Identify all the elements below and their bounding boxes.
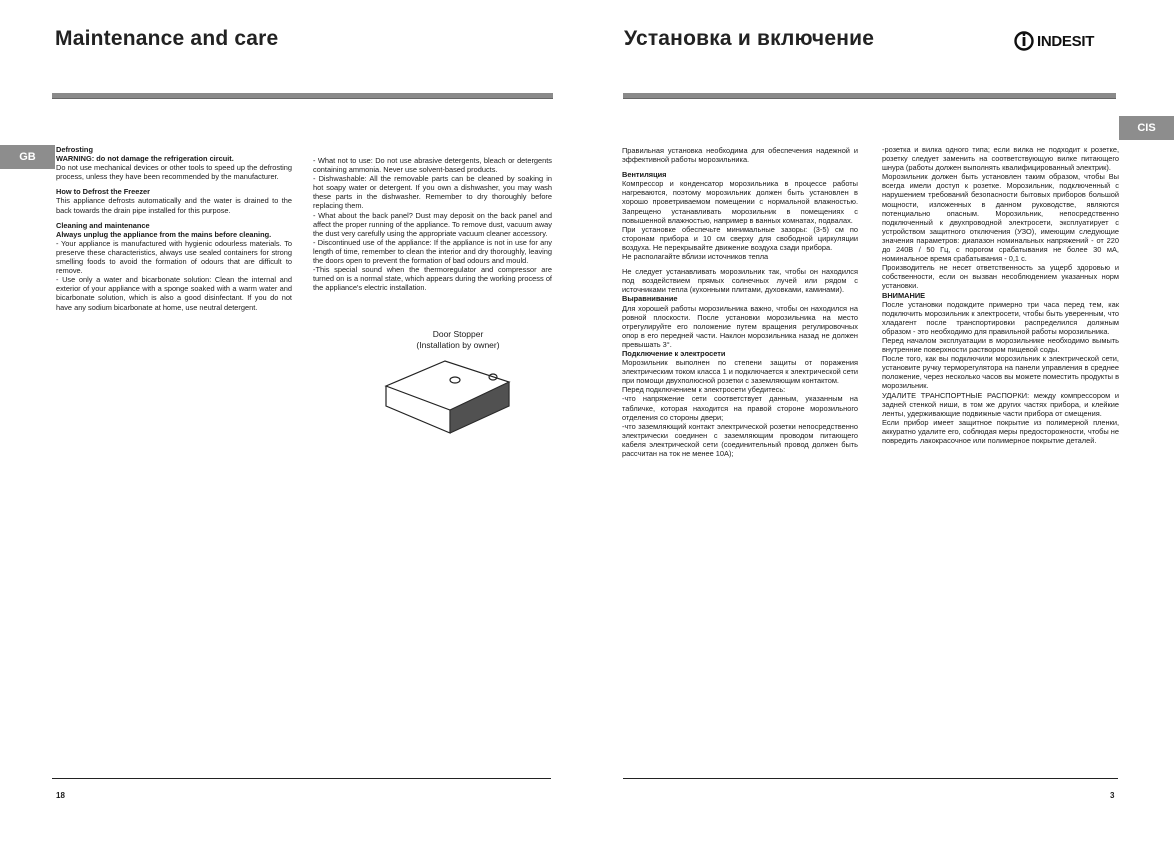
paragraph: УДАЛИТЕ ТРАНСПОРТНЫЕ РАСПОРКИ: между компрессором и задней стенкой ниши, в том же других частях прибора, и клейкие ленты, удерживающие подвижные части прибора от смещения. xyxy=(882,390,1119,418)
paragraph: Перед подключением к электросети убедитесь: xyxy=(622,385,786,395)
indesit-logo xyxy=(1014,31,1094,51)
section-heading: Defrosting xyxy=(56,145,93,154)
paragraph: Не следует устанавливать морозильник так, чтобы он находился под воздействием прямых солнечных лучей или рядом с источниками тепла (кухонными плитами, духовками, каминами). xyxy=(622,267,858,295)
right-footer-rule xyxy=(623,778,1118,779)
paragraph: Морозильник выполнен по степени защиты от поражения электрическим током класса 1 и подключается к электрической сети при помощи двухполюсной розетки с заземляющим контактом. xyxy=(622,358,858,386)
paragraph: Производитель не несет ответственность за ущерб здоровью и собственности, если он вызван несоблюдением указанных норм установки. xyxy=(882,263,1119,291)
paragraph: После того, как вы подключили морозильник к электрической сети, установите ручку терморегулятора на панели управления в среднее положение, через несколько часов вы можете поместить продукты в морозильник. xyxy=(882,354,1119,391)
left-page-title: Maintenance and care xyxy=(55,27,279,50)
right-header-rule xyxy=(623,93,1116,99)
door-stopper-hatching xyxy=(450,382,509,433)
paragraph: -This special sound when the thermoregulator and compressor are turned on is a normal state, which appears during the working process of the appliance's electric installation. xyxy=(313,265,552,293)
right-column-2 xyxy=(882,145,1119,445)
right-column-1 xyxy=(622,146,858,458)
paragraph: Компрессор и конденсатор морозильника в процессе работы нагреваются, поэтому морозильник должен быть установлен в хорошо проветриваемом помещении с нормальной влажностью. Запрещено устанавливать морозильник в помещениях с повышенной влажностью, например в ванных комнатах, подвалах. xyxy=(622,179,858,225)
diagram-caption-title: Door Stopper xyxy=(432,329,484,339)
left-page-number: 18 xyxy=(56,791,65,800)
section-heading: Cleaning and maintenance xyxy=(56,220,150,230)
indesit-logo-text: INDESIT xyxy=(1037,32,1095,50)
paragraph: Перед началом эксплуатации в морозильнике необходимо вымыть внутренние поверхности раствором пищевой соды. xyxy=(882,335,1119,355)
paragraph: - Use only a water and bicarbonate solution: Clean the internal and exterior of your appliance with a sponge soaked with a warm water and bicarbonate solution, which is also a good disinfectant. If you do not have any sodium bicarbonate at home, use neutral detergent. xyxy=(56,275,292,312)
left-column-1 xyxy=(56,145,292,312)
paragraph: -розетка и вилка одного типа; если вилка не подходит к розетке, розетку следует заменить на соответствующую вилке питающего шнура (работы должен выполнять квалифицированный электрик). xyxy=(882,145,1119,173)
paragraph: Морозильник должен быть установлен таким образом, чтобы Вы всегда имели доступ к розетке. Морозильник, подключенный с нарушением требований безопасности бытовых приборов большой мощности, изложенных в данном руководстве, являются потенциально опасным. Морозильник, непосредственно подключенный к двухпроводной электросети, эксплуатирует с устройством защитного отключения (УЗО), имеющим следующие значения параметров: диапазон номинальных напряжений - от 220 до 240В / 50 Гц, с порогом срабатывания не более 30 мА, номинальное время срабатывания - 0,1 с. xyxy=(882,172,1119,264)
section-heading: Выравнивание xyxy=(622,294,678,304)
paragraph: - What not to use: Do not use abrasive detergents, bleach or detergents containing ammonia. Never use solvent-based products. xyxy=(313,156,552,175)
paragraph: После установки подождите примерно три часа перед тем, как подключить морозильник к электросети, чтобы быть уверенным, что хладагент после транспортировки распределился должным образом - это необходимо для правильной работы морозильника. xyxy=(882,299,1119,336)
paragraph: Если прибор имеет защитное покрытие из полимерной пленки, аккуратно удалите его, соблюдая меры предосторожности, чтобы не повредить лакокрасочное или полимерное покрытие деталей. xyxy=(882,417,1119,445)
section-heading: Always unplug the appliance from the mains before cleaning. xyxy=(56,229,272,239)
section-heading: WARNING: do not damage the refrigeration circuit. xyxy=(56,154,234,164)
paragraph: This appliance defrosts automatically and the water is drained to the back towards the drain pipe installed for this purpose. xyxy=(56,196,292,215)
paragraph: При установке обеспечьте минимальные зазоры: (3-5) см по сторонам прибора и 10 см сверху для свободной циркуляции воздуха. Не перекрывайте движение воздуха сзади прибора. xyxy=(622,224,858,252)
left-column-2 xyxy=(313,156,552,292)
door-stopper-diagram xyxy=(383,358,513,438)
section-heading: Подключение к электросети xyxy=(622,348,726,358)
indesit-logo-icon xyxy=(1014,31,1034,51)
paragraph: -что заземляющий контакт электрической розетки непосредственно электрически соединен с заземляющим проводом питающего кабеля электрической сети (соединительный провод должен быть рассчитан на ток не менее 10А); xyxy=(622,421,858,458)
left-footer-rule xyxy=(52,778,551,779)
paragraph: -что напряжение сети соответствует данным, указанным на табличке, которая находится на правой стороне морозильного отделения со стороны двери; xyxy=(622,394,858,422)
right-page-title: Установка и включение xyxy=(624,27,875,50)
paragraph: - Discontinued use of the appliance: If the appliance is not in use for any length of time, remember to clean the interior and dry thoroughly, leaving the doors open to prevent the formation of bad odours and mould. xyxy=(313,237,552,266)
right-language-tab: CIS xyxy=(1119,116,1174,140)
section-heading: How to Defrost the Freezer xyxy=(56,187,151,197)
section-heading: Вентиляция xyxy=(622,170,667,180)
paragraph: - What about the back panel? Dust may deposit on the back panel and affect the proper running of the appliance. To remove dust, vacuum away the dust very carefully using the appropriate vacuum cleaner accessory. xyxy=(313,210,552,238)
left-header-rule xyxy=(52,93,553,99)
left-language-tab: GB xyxy=(0,145,55,169)
section-heading: ВНИМАНИЕ xyxy=(882,290,926,300)
right-page-number: 3 xyxy=(1110,791,1115,800)
paragraph: Не располагайте вблизи источников тепла xyxy=(622,252,769,262)
paragraph: - Your appliance is manufactured with hygienic odourless materials. To preserve these characteristics, always use sealed containers for strong smelling foods to avoid the formation of odours that are difficult to remove. xyxy=(56,238,292,276)
diagram-caption-subtitle: (Installation by owner) xyxy=(416,340,500,350)
paragraph: Для хорошей работы морозильника важно, чтобы он находился на ровной плоскости. После установки морозильника на место отрегулируйте его положение путем вращения регулировочных опор в его передней части. Наклон морозильника назад не должен превышать 3°. xyxy=(622,303,858,349)
paragraph: Do not use mechanical devices or other tools to speed up the defrosting process, unless they have been recommended by the manufacturer. xyxy=(56,163,292,182)
paragraph: - Dishwashable: All the removable parts can be cleaned by soaking in hot soapy water or detergent. If you own a dishwasher, you may wash these parts in the dishwasher. Remember to dry thoroughly before replacing them. xyxy=(313,174,552,211)
paragraph: Правильная установка необходима для обеспечения надежной и эффективной работы морозильника. xyxy=(622,146,858,165)
